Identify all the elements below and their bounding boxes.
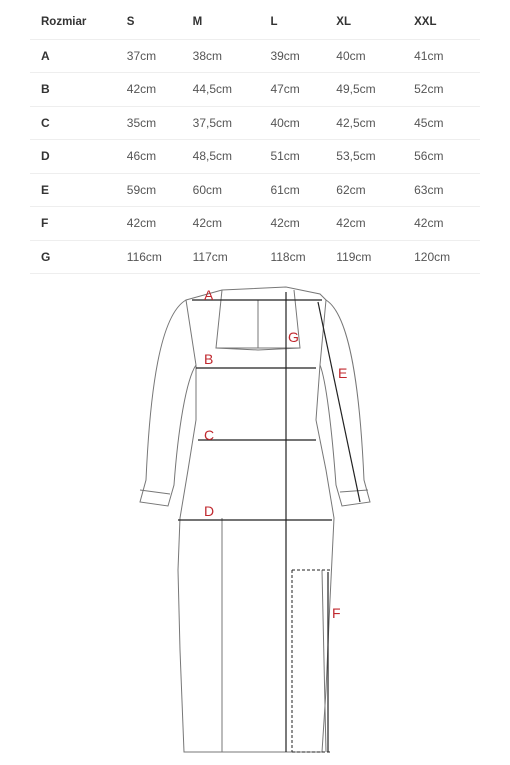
table-cell: 118cm [270,240,336,274]
table-cell: 61cm [270,173,336,207]
table-cell: 42cm [193,207,271,241]
table-cell: 62cm [336,173,414,207]
table-cell: 52cm [414,73,480,107]
table-row [30,240,480,274]
row-header: E [30,173,127,207]
dress-measurement-diagram [0,270,510,765]
table-cell: 40cm [270,106,336,140]
table-row [30,173,480,207]
row-header: F [30,207,127,241]
table-header-row [30,6,480,39]
table-cell: 46cm [127,140,193,174]
column-header: XXL [414,6,480,39]
column-header: XL [336,6,414,39]
table-cell: 41cm [414,39,480,73]
table-cell: 38cm [193,39,271,73]
table-cell: 117cm [193,240,271,274]
table-cell: 51cm [270,140,336,174]
row-header: A [30,39,127,73]
label-g: G [288,329,299,345]
table-cell: 59cm [127,173,193,207]
table-cell: 120cm [414,240,480,274]
label-d: D [204,503,215,519]
column-header: L [270,6,336,39]
table-cell: 42,5cm [336,106,414,140]
table-row [30,73,480,107]
table-cell: 42cm [336,207,414,241]
table-cell: 47cm [270,73,336,107]
column-header: S [127,6,193,39]
table-cell: 49,5cm [336,73,414,107]
row-header: G [30,240,127,274]
label-c: C [204,427,215,443]
table-cell: 48,5cm [193,140,271,174]
table-cell: 60cm [193,173,271,207]
table-cell: 37cm [127,39,193,73]
column-header: Rozmiar [30,6,127,39]
table-cell: 53,5cm [336,140,414,174]
table-cell: 39cm [270,39,336,73]
row-header: D [30,140,127,174]
table-cell: 116cm [127,240,193,274]
row-header: B [30,73,127,107]
table-cell: 42cm [127,73,193,107]
table-cell: 44,5cm [193,73,271,107]
measurement-line-e [318,302,360,502]
label-a: A [204,287,214,303]
label-f: F [332,605,341,621]
table-row [30,140,480,174]
table-cell: 63cm [414,173,480,207]
table-cell: 35cm [127,106,193,140]
table-row [30,39,480,73]
table-cell: 40cm [336,39,414,73]
label-b: B [204,351,214,367]
table-cell: 119cm [336,240,414,274]
row-header: C [30,106,127,140]
table-cell: 42cm [127,207,193,241]
table-cell: 45cm [414,106,480,140]
table-cell: 56cm [414,140,480,174]
table-row [30,207,480,241]
table-row [30,106,480,140]
table-cell: 42cm [270,207,336,241]
label-e: E [338,365,348,381]
column-header: M [193,6,271,39]
table-cell: 37,5cm [193,106,271,140]
size-table [30,6,480,274]
table-cell: 42cm [414,207,480,241]
